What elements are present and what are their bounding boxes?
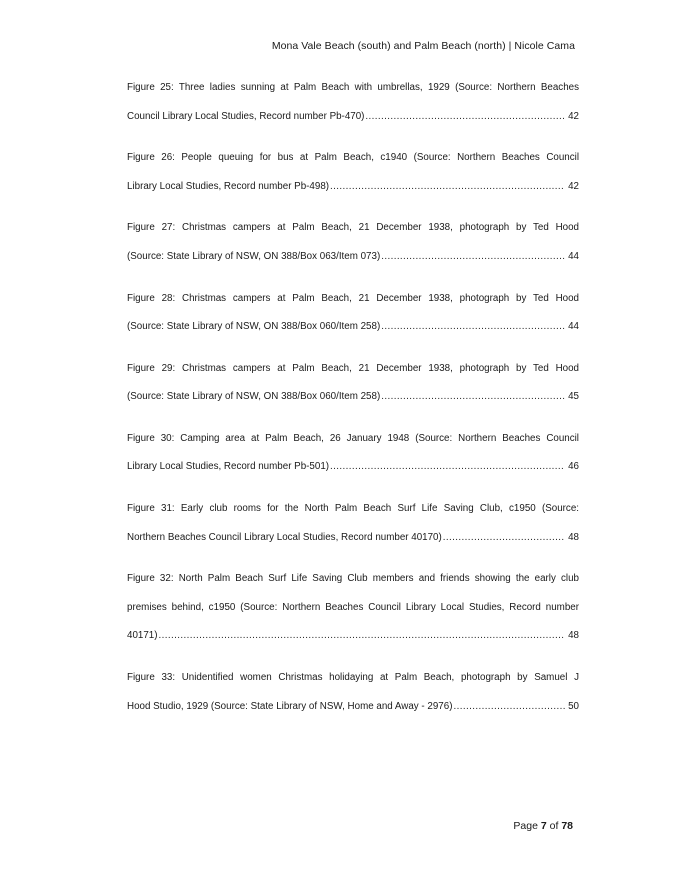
dot-leader: [381, 247, 565, 266]
entry-text: Library Local Studies, Record number Pb-501): [127, 461, 330, 473]
page-number: 42: [568, 180, 579, 192]
entry-last-line: [127, 697, 579, 726]
dot-leader: [159, 626, 566, 645]
entry-text: Council Library Local Studies, Record number Pb-470): [127, 110, 365, 122]
entry-text: (Source: State Library of NSW, ON 388/Box 060/Item 258): [127, 321, 381, 333]
entry-text: Hood Studio, 1929 (Source: State Library of NSW, Home and Away - 2976): [127, 700, 453, 712]
entry-text: premises behind, c1950 (Source: Northern Beaches Council Library Local Studies, Record number: [127, 601, 579, 613]
footer-separator: of: [549, 820, 559, 832]
entry-text: (Source: State Library of NSW, ON 388/Box 060/Item 258): [127, 391, 381, 403]
entry-text: 40171): [127, 630, 158, 642]
entry-last-line: [127, 247, 579, 276]
figure-entry[interactable]: [127, 499, 579, 556]
current-page-number: 7: [540, 820, 547, 832]
entry-text: Figure 32: North Palm Beach Surf Life Saving Club members and friends showing the early club: [127, 573, 579, 585]
figure-entry[interactable]: [127, 148, 579, 205]
entry-text: Library Local Studies, Record number Pb-498): [127, 180, 330, 192]
entry-last-line: [127, 457, 579, 486]
list-of-figures: [127, 78, 579, 738]
page-footer: [513, 820, 573, 832]
entry-text: Northern Beaches Council Library Local Studies, Record number 40170): [127, 531, 442, 543]
page-number: 42: [568, 110, 579, 122]
entry-text: Figure 30: Camping area at Palm Beach, 26 January 1948 (Source: Northern Beaches Council: [127, 432, 579, 444]
entry-text: Figure 26: People queuing for bus at Palm Beach, c1940 (Source: Northern Beaches Council: [127, 152, 579, 164]
entry-last-line: [127, 317, 579, 346]
entry-text: Figure 29: Christmas campers at Palm Beach, 21 December 1938, photograph by Ted Hood: [127, 362, 579, 374]
page-number: 45: [568, 391, 579, 403]
figure-entry[interactable]: [127, 429, 579, 486]
dot-leader: [453, 697, 565, 716]
dot-leader: [443, 528, 565, 547]
entry-text: Figure 28: Christmas campers at Palm Beach, 21 December 1938, photograph by Ted Hood: [127, 292, 579, 304]
figure-entry[interactable]: [127, 78, 579, 135]
entry-last-line: [127, 528, 579, 557]
dot-leader: [381, 317, 565, 336]
figure-entry[interactable]: [127, 668, 579, 725]
page-number: 44: [568, 250, 579, 262]
entry-last-line: [127, 177, 579, 206]
entry-last-line: [127, 107, 579, 136]
dot-leader: [330, 457, 565, 476]
page-number: 48: [568, 630, 579, 642]
page-number: 44: [568, 321, 579, 333]
footer-prefix: Page: [513, 820, 538, 832]
page-header: Mona Vale Beach (south) and Palm Beach (north) | Nicole Cama: [271, 40, 575, 52]
entry-text: Figure 31: Early club rooms for the North Palm Beach Surf Life Saving Club, c1950 (Source:: [127, 503, 579, 515]
figure-entry[interactable]: [127, 359, 579, 416]
figure-entry[interactable]: [127, 218, 579, 275]
dot-leader: [365, 107, 565, 126]
total-page-count: 78: [561, 820, 573, 832]
entry-last-line: [127, 626, 579, 655]
figure-entry[interactable]: [127, 289, 579, 346]
page-number: 46: [568, 461, 579, 473]
page-number: 50: [568, 700, 579, 712]
entry-text: Figure 25: Three ladies sunning at Palm Beach with umbrellas, 1929 (Source: Northern Beaches: [127, 82, 579, 93]
entry-last-line: [127, 387, 579, 416]
page-number: 48: [568, 531, 579, 543]
entry-text: Figure 33: Unidentified women Christmas holidaying at Palm Beach, photograph by Samuel J: [127, 672, 579, 683]
dot-leader: [381, 387, 565, 406]
figure-entry[interactable]: [127, 569, 579, 655]
entry-text: (Source: State Library of NSW, ON 388/Box 063/Item 073): [127, 250, 381, 262]
entry-text: Figure 27: Christmas campers at Palm Beach, 21 December 1938, photograph by Ted Hood: [127, 222, 579, 234]
dot-leader: [330, 177, 565, 196]
